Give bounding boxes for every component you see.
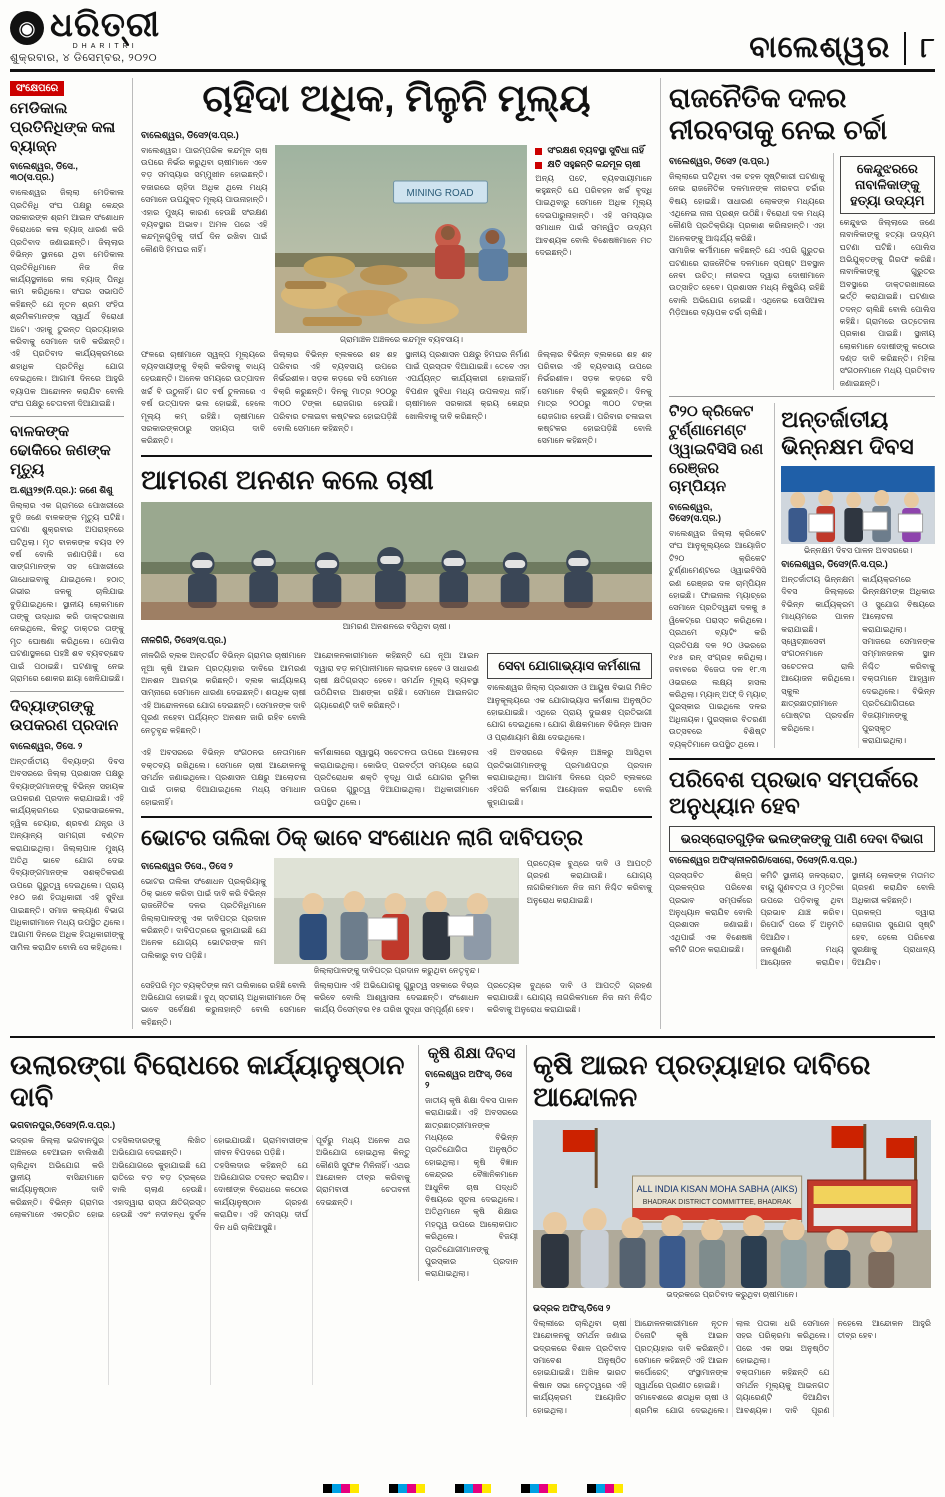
anasana-col-c: ଏହି ଅବସରରେ ବିଭିନ୍ନ ସଂଗଠନର ନେତାମାନେ ବକ୍ତବ୍ୟ ରଖିଥିଲେ। ସେମାନେ ଚାଷୀ ଆନ୍ଦୋଳନକୁ ସମର୍ଥନ ଜଣାଇଥିଲେ। ପ୍ରଶାସନ ପକ୍ଷରୁ ଆଲୋଚନା ପାଇଁ ଡାକରା ଦିଆଯାଇଥିଲେ ମଧ୍ୟ ସମାଧାନ ହୋଇନାହିଁ। <box>141 748 306 807</box>
seva-col-b: କର୍ମଶାଳାରେ ସ୍ୱାସ୍ଥ୍ୟ ସଚେତନତା ଉପରେ ଆଲୋଚନା କରାଯାଇଥିଲା। କୋଭିଡ୍ ପରବର୍ତ୍ତୀ ସମୟରେ ରୋଗ ପ୍ରତିରୋଧକ ଶକ୍ତି ବୃଦ୍ଧି ପାଇଁ ଯୋଗର ଭୂମିକା ଉପରେ ଗୁରୁତ୍ୱ ଦିଆଯାଇଥିଲା। ଅଧିକାରୀମାନେ ଉପସ୍ଥିତ ଥିଲେ। <box>314 748 479 807</box>
divider <box>669 396 935 397</box>
divider <box>10 691 124 692</box>
paribesh-headline: ପରିବେଶ ପ୍ରଭାବ ସମ୍ପର୍କରେ ଅନୁଧ୍ୟାନ ହେବ <box>669 767 919 819</box>
ullaranga-col-c: ତହସିଲଦାର କହିଛନ୍ତି ଯେ ଅଭିଯୋଗର ତଦନ୍ତ କରାଯିବ। ଦୋଷୀଙ୍କ ବିରୋଧରେ କଠୋର କାର୍ଯ୍ୟାନୁଷ୍ଠାନ ଗ୍ରହଣ କରାଯିବ। ଏହି ସମସ୍ୟା ଦୀର୍ଘ ଦିନ ଧରି ଚାଲିଆସୁଛି। <box>214 1160 308 1232</box>
anasana-story <box>141 464 652 809</box>
section-kicker: ସଂକ୍ଷେପରେ <box>10 81 64 96</box>
bhotar-col-b: ସେହିପରି ମୃତ ବ୍ୟକ୍ତିଙ୍କ ନାମ ତାଲିକାରେ ରହିଛି ବୋଲି ଅଭିଯୋଗ ହୋଇଛି। ବୁଥ୍ ସ୍ତରୀୟ ଅଧିକାରୀମାନେ ଠିକ୍ ଭାବେ ସର୍ବେକ୍ଷଣ କରୁନାହାନ୍ତି ବୋଲି ସେମାନେ କହିଛନ୍ତି। <box>141 980 306 1027</box>
t20-head: ଟି୨୦ କ୍ରିକେଟ ଟୁର୍ଣ୍ଣାମେଣ୍ଟ ଓ୍ୱାଇବିସିସି ରଣ ରେଞ୍ଜର ଚାମ୍ପିୟନ <box>669 403 764 496</box>
bhotar-caption: ଜିଲ୍ଲାପାଳଙ୍କୁ ଦାବିପତ୍ର ପ୍ରଦାନ କରୁଥିବା ନେତୃବୃନ୍ଦ। <box>313 965 480 975</box>
story-headline: ଦିବ୍ୟାଙ୍ଗଙ୍କୁ ଉପକରଣ ପ୍ରଦାନ <box>10 698 119 735</box>
brief-story-2 <box>10 423 124 685</box>
center-column <box>132 78 652 1029</box>
divider <box>141 455 652 457</box>
paribesh-byline: ବାଲେଶ୍ୱର ଅଫିସ୍/ନୀଳଗିରି/ସୋରୋ, ଡିସେ୨(ନି.ସ.ପ୍ର.) <box>669 854 858 865</box>
lead-bullets <box>535 145 652 170</box>
divyang-col-a: ଅନ୍ତର୍ଜାତୀୟ ଭିନ୍ନକ୍ଷମ ଦିବସ ଜିଲ୍ଲାରେ ବିଭିନ୍ନ କାର୍ଯ୍ୟକ୍ରମ ମାଧ୍ୟମରେ ପାଳନ କରାଯାଇଛି। ସ୍ୱେଚ୍ଛାସେବୀ ସଂଗଠନମାନେ ସଚେତନତା ରାଲି ଆୟୋଜନ କରିଥିଲେ। ସ୍କୁଲ ଛାତ୍ରଛାତ୍ରୀମାନେ ପୋଷ୍ଟର ପ୍ରଦର୍ଶନ କରିଥିଲେ। <box>781 575 855 733</box>
divider <box>669 758 935 760</box>
globe-icon: ◉ <box>10 11 44 45</box>
krushi-sikhya-byline: ବାଲେଶ୍ୱର ଅଫିସ୍, ଡିସେ ୨ <box>425 1068 512 1090</box>
bhotar-col-c: ଜିଲ୍ଲାପାଳ ଏହି ଅଭିଯୋଗକୁ ଗୁରୁତ୍ୱ ସହକାରେ ବିଚାର କରିବେ ବୋଲି ଆଶ୍ୱାସନା ଦେଇଛନ୍ତି। ସଂଶୋଧନ କାର୍ଯ୍ୟ ଡିସେମ୍ବର ୧୫ ତାରିଖ ସୁଦ୍ଧା ସମ୍ପୂର୍ଣ୍ଣ ହେବ। <box>314 980 479 1015</box>
seva-col-a: ବାଲେଶ୍ୱର ଜିଲ୍ଲା ପ୍ରଶାସନ ଓ ଆୟୁଷ ବିଭାଗ ମିଳିତ ଆନୁକୂଲ୍ୟରେ ଏକ ଯୋଗାଭ୍ୟାସ କର୍ମଶାଳା ଅନୁଷ୍ଠିତ ହୋଇଯାଇଛି। ଏଥିରେ ପ୍ରାୟ ଦୁଇଶହ ପ୍ରତିଭାଗୀ ଯୋଗ ଦେଇଥିଲେ। ଯୋଗ ଶିକ୍ଷକମାନେ ବିଭିନ୍ନ ଆସନ ଓ ପ୍ରାଣାୟାମ ଶିକ୍ଷା ଦେଇଥିଲେ। <box>487 683 652 742</box>
color-swatch-group <box>323 1484 359 1493</box>
right-lead-byline: ବାଲେଶ୍ୱର, ଡିସେ୨ (ସ.ପ୍ର.) <box>669 155 770 166</box>
krushi-aain-col-a: ଦିଲ୍ଲୀରେ ଚାଲିଥିବା ଚାଷୀ ଆନ୍ଦୋଳନକୁ ସମର୍ଥନ ଜଣାଇ ଭଦ୍ରକରେ ବିଶାଳ ପ୍ରତିବାଦ ସମାବେଶ ଅନୁଷ୍ଠିତ ହୋଇଯାଇଛି। ଅଖିଳ ଭାରତ କିଷାନ ସଭା ନେତୃତ୍ୱରେ ଏହି କାର୍ଯ୍ୟକ୍ରମ ଆୟୋଜିତ ହୋଇଥିଲା। <box>533 1318 627 1415</box>
divider <box>10 1036 935 1038</box>
bhotar-story <box>141 825 652 1029</box>
svg-text:ALL INDIA KISAN MOHA SABHA (AI: ALL INDIA KISAN MOHA SABHA (AIKS) <box>636 1183 798 1194</box>
lead-col-a: ବାଲେଶ୍ୱର। ପାରମ୍ପରିକ କନ୍ଦମୂଳ ଚାଷ ଉପରେ ନିର୍ଭର କରୁଥିବା ଚାଷୀମାନେ ଏବେ ବଡ଼ ସମସ୍ୟାର ସମ୍ମୁଖୀନ ହୋଇଛନ୍ତି। ବଜାରରେ ଚାହିଦା ଅଧିକ ଥିଲେ ମଧ୍ୟ ସେମାନେ ଉପଯୁକ୍ତ ମୂଲ୍ୟ ପାଉନାହାନ୍ତି। ଏହାର ମୁଖ୍ୟ କାରଣ ହେଉଛି ସଂରକ୍ଷଣ ବ୍ୟବସ୍ଥାର ଅଭାବ। ଅମଳ ପରେ ଏହି କନ୍ଦମୂଳଗୁଡ଼ିକୁ ଦୀର୍ଘ ଦିନ ରଖିବା ପାଇଁ କୌଣସି ହିମଘର ନାହିଁ। <box>141 145 268 254</box>
krushi-aain-photo <box>533 1120 931 1288</box>
bhotar-col-d: ପ୍ରତ୍ୟେକ ବୁଥ୍‌ରେ ଦାବି ଓ ଆପତ୍ତି ଗ୍ରହଣ କରାଯାଉଛି। ଯୋଗ୍ୟ ନାଗରିକମାନେ ନିଜ ନାମ ନିଶ୍ଚିତ କରିବାକୁ ଅନୁରୋଧ କରାଯାଇଛି। <box>526 858 652 905</box>
masthead-logo <box>10 6 160 65</box>
right-lead-col-b: ସାମାଜିକ କର୍ମୀମାନେ କହିଛନ୍ତି ଯେ ଏପରି ଗୁରୁତର ଘଟଣାରେ ରାଜନୈତିକ ଦଳମାନେ ସ୍ପଷ୍ଟ ଅବସ୍ଥାନ ନେବା ଉଚିତ୍। ନୀରବତା ଦ୍ୱାରା ଦୋଷୀମାନେ ଉତ୍ସାହିତ ହେବେ। ପ୍ରଶାସନ ମଧ୍ୟ ନିଷ୍କ୍ରିୟ ରହିଛି ବୋଲି ଅଭିଯୋଗ ହୋଇଛି। ଏଥିନେଇ ସୋସିଆଲ ମିଡ଼ିଆରେ ବ୍ୟାପକ ଚର୍ଚ୍ଚା ଚାଲିଛି। <box>669 246 825 318</box>
brief-story-1 <box>10 100 124 410</box>
bottom-band <box>10 1045 935 1417</box>
anasana-col-a: ନୀଳଗିରି ବ୍ଲକ ଅନ୍ତର୍ଗତ ବିଭିନ୍ନ ଗ୍ରାମର ଚାଷୀମାନେ ନୂଆ କୃଷି ଆଇନ ପ୍ରତ୍ୟାହାର ଦାବିରେ ଆମରଣ ଅନଶନ ଆରମ୍ଭ କରିଛନ୍ତି। ବ୍ଲକ କାର୍ଯ୍ୟାଳୟ ସାମ୍ନାରେ ସେମାନେ ଧାରଣା ଦେଇଛନ୍ତି। ଶତାଧିକ ଚାଷୀ ଏହି ଆନ୍ଦୋଳନରେ ଯୋଗ ଦେଇଛନ୍ତି। ସେମାନଙ୍କ ଦାବି ପୂରଣ ନହେବା ପର୍ଯ୍ୟନ୍ତ ଅନଶନ ଜାରି ରହିବ ବୋଲି ନେତୃବୃନ୍ଦ କହିଛନ୍ତି। <box>141 651 306 735</box>
ullaranga-headline: ଉଲାରଙ୍ଗା ବିରୋଧରେ କାର୍ଯ୍ୟାନୁଷ୍ଠାନ ଦାବି <box>10 1050 405 1113</box>
lead-col-e: ଅନ୍ୟ ପଟେ, ବ୍ୟବସାୟୀମାନେ କହୁଛନ୍ତି ଯେ ପରିବହନ ଖର୍ଚ୍ଚ ବୃଦ୍ଧି ପାଇଥିବାରୁ ସେମାନେ ଅଧିକ ମୂଲ୍ୟ ଦେଇପାରୁନାହାନ୍ତି। ଏହି ସମସ୍ୟାର ସମାଧାନ ପାଇଁ ସମନ୍ୱିତ ଉଦ୍ୟମ ଆବଶ୍ୟକ ବୋଲି ବିଶେଷଜ୍ଞମାନେ ମତ ଦେଇଛନ୍ତି। <box>535 173 653 258</box>
story-body: ବାଲେଶ୍ୱର ଜିଲ୍ଲା ମେଡିକାଲ ପ୍ରତିନିଧି ସଂଘ ପକ୍ଷରୁ କେନ୍ଦ୍ର ସରକାରଙ୍କ ଶ୍ରମ ଆଇନ ସଂଶୋଧନ ବିରୋଧରେ କଳା ବ୍ୟାଜ୍ ଧାରଣ କରି ପ୍ରତିବାଦ ଜଣାଇଛନ୍ତି। ଜିଲ୍ଲାର ବିଭିନ୍ନ ସ୍ଥାନରେ ଥିବା ମେଡିକାଲ ପ୍ରତିନିଧିମାନେ ନିଜ ନିଜ କାର୍ଯ୍ୟସ୍ଥଳୀରେ କଳା ବ୍ୟାଜ୍ ପିନ୍ଧି କାମ କରିଥିଲେ। ସଂଘର ସଭାପତି କହିଛନ୍ତି ଯେ ନୂତନ ଶ୍ରମ ସଂହିତା ଶ୍ରମିକମାନଙ୍କ ସ୍ୱାର୍ଥ ବିରୋଧୀ ଅଟେ। ଏହାକୁ ତୁରନ୍ତ ପ୍ରତ୍ୟାହାର କରିବାକୁ ସେମାନେ ଦାବି କରିଛନ୍ତି। ଏହି ପ୍ରତିବାଦ କାର୍ଯ୍ୟକ୍ରମରେ ଶହାଧିକ ପ୍ରତିନିଧି ଯୋଗ ଦେଇଥିଲେ। ଆଗାମୀ ଦିନରେ ଆହୁରି ବ୍ୟାପକ ଆନ୍ଦୋଳନ କରାଯିବ ବୋଲି ସଂଘ ପକ୍ଷରୁ ଚେତାବନୀ ଦିଆଯାଇଛି। <box>10 188 124 408</box>
paribesh-col-c: ଜନଶୁଣାଣି ମଧ୍ୟ ଆୟୋଜନ କରାଯିବ। ସ୍ଥାନୀୟ ଲୋକଙ୍କ ମତାମତ ଗ୍ରହଣ କରାଯିବ ବୋଲି ଅଧିକାରୀ କହିଛନ୍ତି। <box>760 870 935 967</box>
svg-text:MINING ROAD: MINING ROAD <box>406 187 474 199</box>
lead-photo-caption: ଗ୍ରାମାଞ୍ଚଳ ଅଞ୍ଚଳରେ କନ୍ଦମୂଳ ବ୍ୟବସାୟ। <box>339 334 463 344</box>
color-registration-bar <box>0 1484 945 1493</box>
seva-head: ସେବା ଯୋଗାଭ୍ୟାସ କର୍ମଶାଳା <box>487 653 652 679</box>
lead-col-b: ଫଳରେ ଚାଷୀମାନେ ସ୍ୱଳ୍ପ ମୂଲ୍ୟରେ ବ୍ୟବସାୟୀଙ୍କୁ ବିକ୍ରି କରିବାକୁ ବାଧ୍ୟ ହେଉଛନ୍ତି। ଅନେକ ସମୟରେ ଉତ୍ପାଦନ ଖର୍ଚ୍ଚ ବି ଉଠୁନାହିଁ। ଗତ ବର୍ଷ ତୁଳନାରେ ଏ ବର୍ଷ ଉତ୍ପାଦନ ଭଲ ହୋଇଛି, ହେଲେ ମୂଲ୍ୟ କମ୍ ରହିଛି। ଚାଷୀମାନେ ସରକାରଙ୍କଠାରୁ ସହାୟତା ଦାବି କରିଛନ୍ତି। <box>141 349 266 446</box>
ullaranga-col-a: ଭଦ୍ରକ ଜିଲ୍ଲା ଭଗବାନପୁର ଅଞ୍ଚଳରେ ବେଆଇନ ବାଲିଖଣି ଚାଲିଥିବା ଅଭିଯୋଗ କରି ସ୍ଥାନୀୟ ବାସିନ୍ଦାମାନେ କାର୍ଯ୍ୟାନୁଷ୍ଠାନ ଦାବି କରିଛନ୍ତି। ବିଭିନ୍ନ ଗ୍ରାମର ଲୋକମାନେ ଏକତ୍ରିତ ହୋଇ ତହସିଲଦାରଙ୍କୁ ଲିଖିତ ଅଭିଯୋଗ ଦେଇଛନ୍ତି। <box>10 1135 206 1220</box>
paribesh-col-a: ପ୍ରସ୍ତାବିତ ଶିଳ୍ପ ପ୍ରକଳ୍ପର ପରିବେଶ ପ୍ରଭାବ ସମ୍ପର୍କରେ ଅନୁଧ୍ୟାନ କରାଯିବ ବୋଲି ପ୍ରଶାସନ ଜଣାଇଛି। ଏଥିପାଇଁ ଏକ ବିଶେଷଜ୍ଞ କମିଟି ଗଠନ କରାଯାଇଛି। <box>669 870 753 955</box>
anasana-col-b: ଆନ୍ଦୋଳନକାରୀମାନେ କହିଛନ୍ତି ଯେ ନୂଆ ଆଇନ ଦ୍ୱାରା ବଡ଼ କମ୍ପାନୀମାନେ ଲାଭବାନ ହେବେ ଓ ସାଧାରଣ ଚାଷୀ କ୍ଷତିଗ୍ରସ୍ତ ହେବେ। ସମର୍ଥନ ମୂଲ୍ୟ ବ୍ୟବସ୍ଥା ଉଠିଯିବାର ଆଶଙ୍କା ରହିଛି। ସେମାନେ ଆଇନଗତ ଗ୍ୟାରେଣ୍ଟି ଦାବି କରିଛନ୍ତି। <box>314 651 479 710</box>
story-headline: ବାଳକଙ୍କ ଢୋକିରେ ଜଣଙ୍କ ମୃତ୍ୟୁ <box>10 423 111 478</box>
right-column <box>660 78 935 1029</box>
paribesh-story <box>669 767 935 969</box>
divyang-byline: ବାଲେଶ୍ୱର, ଡିସେ୨(ନି.ସ.ପ୍ର.) <box>781 559 888 570</box>
ullaranga-story <box>10 1045 410 1385</box>
t20-body: ବାଲେଶ୍ୱର ଜିଲ୍ଲା କ୍ରିକେଟ ସଂଘ ଆନୁକୂଲ୍ୟରେ ଆୟୋଜିତ ଟି୨୦ କ୍ରିକେଟ ଟୁର୍ଣ୍ଣାମେଣ୍ଟରେ ଓ୍ୱାଇବିସିସି ରଣ ରେଞ୍ଜର ଦଳ ଚାମ୍ପିୟନ ହୋଇଛି। ଫାଇନାଲ ମ୍ୟାଚ୍‌ରେ ସେମାନେ ପ୍ରତିଦ୍ୱନ୍ଦୀ ଦଳକୁ ୫ ୱିକେଟ୍‌ରେ ପରାସ୍ତ କରିଥିଲେ। ପ୍ରଥମେ ବ୍ୟାଟିଂ କରି ପ୍ରତିପକ୍ଷ ଦଳ ୨୦ ଓଭରରେ ୧୪୫ ରନ୍ ସଂଗ୍ରହ କରିଥିଲା। ଜବାବରେ ବିଜେତା ଦଳ ୧୮.୩ ଓଭରରେ ଲକ୍ଷ୍ୟ ହାସଲ କରିଥିଲା। ମ୍ୟାନ୍ ଅଫ୍ ଦି ମ୍ୟାଚ୍ ପୁରସ୍କାର ପାଇଥିଲେ ଦଳର ଅଧିନାୟକ। ପୁରସ୍କାର ବିତରଣୀ ଉତ୍ସବରେ ବିଶିଷ୍ଟ ବ୍ୟକ୍ତିମାନେ ଉପସ୍ଥିତ ଥିଲେ। <box>669 529 767 749</box>
divyang-caption: ଭିନ୍ନକ୍ଷମ ଦିବସ ପାଳନ ଅବସରରେ। <box>803 546 913 556</box>
story-body: ଜିଲ୍ଲାର ଏକ ଗ୍ରାମରେ ପୋଖରୀରେ ବୁଡ଼ି ଜଣେ ବାଳକଙ୍କ ମୃତ୍ୟୁ ଘଟିଛି। ଘଟଣା ଶୁକ୍ରବାର ଅପରାହ୍ନରେ ଘଟିଥିଲା। ମୃତ ବାଳକଙ୍କ ବୟସ ୧୨ ବର୍ଷ ବୋଲି ଜଣାପଡ଼ିଛି। ସେ ସାଙ୍ଗମାନଙ୍କ ସହ ପୋଖରୀରେ ଗାଧୋଇବାକୁ ଯାଇଥିଲେ। ହଠାତ୍ ଗଭୀର ଜଳକୁ ଚାଲିଯାଇ ବୁଡ଼ିଯାଇଥିଲେ। ସ୍ଥାନୀୟ ଲୋକମାନେ ତାଙ୍କୁ ଉଦ୍ଧାର କରି ଡାକ୍ତରଖାନା ନେଇଥିଲେ, କିନ୍ତୁ ଡାକ୍ତର ତାଙ୍କୁ ମୃତ ଘୋଷଣା କରିଥିଲେ। ପୋଲିସ ଘଟଣାସ୍ଥଳରେ ପହଞ୍ଚି ଶବ ବ୍ୟବଚ୍ଛେଦ ପାଇଁ ପଠାଇଛି। ଘଟଣାକୁ ନେଇ ଗ୍ରାମରେ ଶୋକର ଛାୟା ଖେଳିଯାଇଛି। <box>10 500 124 683</box>
krushi-aain-story <box>526 1045 931 1417</box>
edition-name: ବାଲେଶ୍ୱର <box>749 31 891 64</box>
story-byline: ଅ.ଶ୍ୱ୨୭(ନି.ପ୍ର.): ଜଣେ ଶିଶୁ <box>10 484 113 495</box>
edition-block <box>749 31 935 65</box>
anasana-photo <box>141 502 652 620</box>
paribesh-col-b: କମିଟି ସ୍ଥାନୀୟ ଜଳସ୍ରୋତ, ବାୟୁ ଗୁଣବତ୍ତା ଓ ମୃତ୍ତିକା ଉପରେ ପଡ଼ିବାକୁ ଥିବା ପ୍ରଭାବ ଯାଞ୍ଚ କରିବ। ରିପୋର୍ଟ ପରେ ହିଁ ଅନୁମତି ଦିଆଯିବ। <box>760 870 844 942</box>
page-grid <box>10 78 935 1029</box>
anasana-caption: ଆମରଣ ଅନଶନରେ ବସିଥିବା ଚାଷୀ। <box>342 622 451 632</box>
divyang-head: ଅନ୍ତର୍ଜାତୀୟ ଭିନ୍ନକ୍ଷମ ଦିବସ <box>781 407 914 459</box>
krushi-aain-col-c: ସମାବେଶରେ ଶତାଧିକ ଚାଷୀ ଓ ଶ୍ରମିକ ଯୋଗ ଦେଇଥିଲେ। ଲାଲ ପତାକା ଧରି ସେମାନେ ସହର ପରିକ୍ରମା କରିଥିଲେ। ପରେ ଏକ ସଭା ଅନୁଷ୍ଠିତ ହୋଇଥିଲା। <box>634 1318 830 1415</box>
svg-text:BHADRAK DISTRICT COMMITTEE, BH: BHADRAK DISTRICT COMMITTEE, BHADRAK <box>642 1198 792 1206</box>
divyang-col-b: କାର୍ଯ୍ୟକ୍ରମରେ ଭିନ୍ନକ୍ଷମଙ୍କ ଅଧିକାର ଓ ସୁଯୋଗ ବିଷୟରେ ଆଲୋଚନା କରାଯାଇଥିଲା। ସମାଜରେ ସେମାନଙ୍କ ସମ୍ମାନଜନକ ସ୍ଥାନ ନିଶ୍ଚିତ କରିବାକୁ ବକ୍ତାମାନେ ଆହ୍ୱାନ ଦେଇଥିଲେ। ବିଭିନ୍ନ ପ୍ରତିଯୋଗିତାରେ ବିଜୟୀମାନଙ୍କୁ ପୁରସ୍କୃତ କରାଯାଇଥିଲା। <box>862 575 935 746</box>
color-swatch-group <box>455 1484 491 1493</box>
story-body: ଅନ୍ତର୍ଜାତୀୟ ଦିବ୍ୟାଙ୍ଗ ଦିବସ ଅବସରରେ ଜିଲ୍ଲା ପ୍ରଶାସନ ପକ୍ଷରୁ ଦିବ୍ୟାଙ୍ଗମାନଙ୍କୁ ବିଭିନ୍ନ ସହାୟକ ଉପକରଣ ପ୍ରଦାନ କରାଯାଇଛି। ଏହି କାର୍ଯ୍ୟକ୍ରମରେ ଟ୍ରାଇସାଇକେଲ, ହ୍ୱିଲ ଚେୟାର, ଶ୍ରବଣ ଯନ୍ତ୍ର ଓ ଅନ୍ୟାନ୍ୟ ସାମଗ୍ରୀ ବଣ୍ଟନ କରାଯାଇଥିଲା। ଜିଲ୍ଲାପାଳ ମୁଖ୍ୟ ଅତିଥି ଭାବେ ଯୋଗ ଦେଇ ଦିବ୍ୟାଙ୍ଗମାନଙ୍କ ସଶକ୍ତିକରଣ ଉପରେ ଗୁରୁତ୍ୱ ଦେଇଥିଲେ। ପ୍ରାୟ ୧୫୦ ଜଣ ହିତାଧିକାରୀ ଏହି ସୁବିଧା ପାଇଛନ୍ତି। ସମାଜ କଲ୍ୟାଣ ବିଭାଗ ଅଧିକାରୀମାନେ ମଧ୍ୟ ଉପସ୍ଥିତ ଥିଲେ। ଆଗାମୀ ଦିନରେ ଅଧିକ ହିତାଧିକାରୀଙ୍କୁ ସାମିଲ କରାଯିବ ବୋଲି ସେ କହିଥିଲେ। <box>10 756 124 952</box>
krushi-aain-col-b: ଆନ୍ଦୋଳନକାରୀମାନେ ନୂତନ ତିନୋଟି କୃଷି ଆଇନ ପ୍ରତ୍ୟାହାର ଦାବି କରିଛନ୍ତି। ସେମାନେ କହିଛନ୍ତି ଏହି ଆଇନ କର୍ପୋରେଟ୍ ସଂସ୍ଥାମାନଙ୍କ ସ୍ୱାର୍ଥରେ ପ୍ରଣୀତ ହୋଇଛି। <box>634 1318 728 1390</box>
bhotar-col-a: ଭୋଟର ତାଲିକା ସଂଶୋଧନ ପ୍ରକ୍ରିୟାକୁ ଠିକ୍ ଭାବେ କରିବା ପାଇଁ ଦାବି କରି ବିଭିନ୍ନ ରାଜନୈତିକ ଦଳର ପ୍ରତିନିଧିମାନେ ଜିଲ୍ଲାପାଳଙ୍କୁ ଏକ ଦାବିପତ୍ର ପ୍ରଦାନ କରିଛନ୍ତି। ଦାବିପତ୍ରରେ କୁହାଯାଇଛି ଯେ ଅନେକ ଯୋଗ୍ୟ ଭୋଟରଙ୍କ ନାମ ତାଲିକାରୁ ବାଦ ପଡ଼ିଛି। <box>141 876 267 960</box>
ullaranga-col-d: ପୂର୍ବରୁ ମଧ୍ୟ ଅନେକ ଥର ଅଭିଯୋଗ ହୋଇଥିଲା କିନ୍ତୁ କୌଣସି ସୁଫଳ ମିଳିନାହିଁ। ଏଥର ଆନ୍ଦୋଳନ ତୀବ୍ର କରିବାକୁ ଗ୍ରାମବାସୀ ଚେତାବନୀ ଦେଇଛନ୍ତି। <box>316 1135 410 1207</box>
krushi-sikhya-head: କୃଷି ଶିକ୍ଷା ଦିବସ <box>427 1045 516 1063</box>
kendujhar-head: କେନ୍ଦୁଝରରେ ନାବାଳିକାଙ୍କୁ ହତ୍ୟା ଉଦ୍ୟମ <box>840 156 935 214</box>
publication-title: ଧରିତ୍ରୀ <box>50 6 161 44</box>
page-number: ୮ <box>904 32 935 65</box>
krushi-aain-byline: ଭଦ୍ରକ ଅଫିସ୍,ଡିସେ ୨ <box>533 1302 611 1313</box>
publication-subtitle: DHARITRI <box>72 43 138 50</box>
lead-headline: ଚାହିଦା ଅଧିକ, ମିଳୁନି ମୂଲ୍ୟ <box>202 78 591 120</box>
seva-col-c: ଏହି ଅବସରରେ ବିଭିନ୍ନ ଅଞ୍ଚଳରୁ ଆସିଥିବା ପ୍ରତିଭାଗୀମାନଙ୍କୁ ପ୍ରମାଣପତ୍ର ପ୍ରଦାନ କରାଯାଇଥିଲା। ଆଗାମୀ ଦିନରେ ପ୍ରତି ବ୍ଲକରେ ଏହିପରି କର୍ମଶାଳା ଆୟୋଜନ କରାଯିବ ବୋଲି କୁହାଯାଇଛି। <box>487 748 652 807</box>
divyang-photo <box>781 466 935 544</box>
lead-story <box>141 78 652 448</box>
right-lead-headline: ରାଜନୈତିକ ଦଳର ନୀରବତାକୁ ନେଇ ଚର୍ଚ୍ଚା <box>669 83 888 146</box>
divider <box>10 416 124 417</box>
bhotar-col-d2: ପ୍ରତ୍ୟେକ ବୁଥ୍‌ରେ ଦାବି ଓ ଆପତ୍ତି ଗ୍ରହଣ କରାଯାଉଛି। ଯୋଗ୍ୟ ନାଗରିକମାନେ ନିଜ ନାମ ନିଶ୍ଚିତ କରିବାକୁ ଅନୁରୋଧ କରାଯାଇଛି। <box>487 980 652 1015</box>
krushi-aain-caption: ଭଦ୍ରକରେ ପ୍ରତିବାଦ କରୁଥିବା ଚାଷୀମାନେ। <box>666 1289 798 1299</box>
bhotar-byline: ବାଲେଶ୍ୱର ଡିସେ., ଡିସେ ୨ <box>141 860 233 871</box>
lead-photo <box>275 145 527 333</box>
color-swatch-group <box>587 1484 623 1493</box>
color-swatch-group <box>521 1484 557 1493</box>
krushi-aain-headline: କୃଷି ଆଇନ ପ୍ରତ୍ୟାହାର ଦାବିରେ ଆନ୍ଦୋଳନ <box>533 1050 871 1113</box>
lead-bullet-1: ସଂରକ୍ଷଣ ବ୍ୟବସ୍ଥା ସୁବିଧା ନାହିଁ <box>535 145 652 156</box>
right-lead-col-a: ଜିଲ୍ଲାରେ ଘଟିଥିବା ଏକ ଚହଳ ସୃଷ୍ଟିକାରୀ ଘଟଣାକୁ ନେଇ ରାଜନୈତିକ ଦଳମାନଙ୍କ ନୀରବତା ଚର୍ଚ୍ଚାର ବିଷୟ ହୋଇଛି। ସାଧାରଣ ଲୋକଙ୍କ ମଧ୍ୟରେ ଏଥିନେଇ ନାନା ପ୍ରଶ୍ନ ଉଠିଛି। ବିରୋଧୀ ଦଳ ମଧ୍ୟ କୌଣସି ପ୍ରତିକ୍ରିୟା ପ୍ରକାଶ କରିନାହାନ୍ତି। ଏହା ଅନେକଙ୍କୁ ଆଶ୍ଚର୍ଯ୍ୟ କରିଛି। <box>669 171 825 243</box>
divider <box>141 816 652 818</box>
dateline: ଶୁକ୍ରବାର, ୪ ଡିସେମ୍ବର, ୨୦୨୦ <box>10 52 158 64</box>
t20-byline: ବାଲେଶ୍ୱର, ଡିସେ୨(ସ.ପ୍ର.) <box>669 502 721 523</box>
lead-col-e2: ଜିଲ୍ଲାର ବିଭିନ୍ନ ବ୍ଲକରେ ଶହ ଶହ ପରିବାର ଏହି ବ୍ୟବସାୟ ଉପରେ ନିର୍ଭରଶୀଳ। ସଡ଼କ କଡ଼ରେ ବସି ସେମାନେ ବିକ୍ରି କରୁଛନ୍ତି। ଦିନକୁ ମାତ୍ର ୨୦୦ରୁ ୩୦୦ ଟଙ୍କା ରୋଜଗାର ହେଉଛି। ପରିବାର ଚଳାଇବା କଷ୍ଟକର ହୋଇପଡ଼ିଛି ବୋଲି ସେମାନେ କହିଛନ୍ତି। <box>537 349 652 446</box>
brief-story-3 <box>10 698 124 954</box>
story-byline: ବାଲେଶ୍ୱର, ଡିସେ. ୨ <box>10 740 83 751</box>
paribesh-subhead: ଭରସ୍ରୋତଗୁଡ଼ିକ ଭଲଙ୍କଙ୍କୁ ପାଣି ଦେବା ବିଭାଗ <box>669 826 935 852</box>
lead-col-c: ଜିଲ୍ଲାର ବିଭିନ୍ନ ବ୍ଲକରେ ଶହ ଶହ ପରିବାର ଏହି ବ୍ୟବସାୟ ଉପରେ ନିର୍ଭରଶୀଳ। ସଡ଼କ କଡ଼ରେ ବସି ସେମାନେ ବିକ୍ରି କରୁଛନ୍ତି। ଦିନକୁ ମାତ୍ର ୨୦୦ରୁ ୩୦୦ ଟଙ୍କା ରୋଜଗାର ହେଉଛି। ପରିବାର ଚଳାଇବା କଷ୍ଟକର ହୋଇପଡ଼ିଛି ବୋଲି ସେମାନେ କହିଛନ୍ତି। <box>273 349 398 434</box>
anasana-byline: ନୀଳଗିରି, ଡିସେ୨(ସ.ପ୍ର.) <box>141 635 227 646</box>
lead-col-d: ସ୍ଥାନୀୟ ପ୍ରଶାସନ ପକ୍ଷରୁ ହିମଘର ନିର୍ମାଣ ପାଇଁ ପ୍ରସ୍ତାବ ଦିଆଯାଇଛି। ତେବେ ଏହା ଏପର୍ଯ୍ୟନ୍ତ କାର୍ଯ୍ୟକାରୀ ହୋଇନାହିଁ। ବିପଣନ ସୁବିଧା ମଧ୍ୟ ଉପଲବ୍ଧ ନାହିଁ। ଚାଷୀମାନେ ସରକାରୀ କ୍ରୟ କେନ୍ଦ୍ର ଖୋଲିବାକୁ ଦାବି କରିଛନ୍ତି। <box>405 349 530 421</box>
paribesh-col-d: ପ୍ରକଳ୍ପ ଦ୍ୱାରା ରୋଜଗାର ସୁଯୋଗ ସୃଷ୍ଟି ହେବ, ହେଲେ ପରିବେଶ ସୁରକ୍ଷାକୁ ପ୍ରାଧାନ୍ୟ ଦିଆଯିବ। <box>851 907 935 967</box>
color-swatch-group <box>389 1484 425 1493</box>
anasana-headline: ଆମରଣ ଅନଶନ କଲେ ଚାଷୀ <box>141 464 434 495</box>
story-byline: ବାଲେଶ୍ୱର, ଡିସେ., ୩୦(ସ.ପ୍ର.) <box>10 161 78 183</box>
lead-byline: ବାଲେଶ୍ୱର, ଡିସେ୨(ସ.ପ୍ର.) <box>141 129 239 140</box>
ullaranga-col-b: ଅଭିଯୋଗରେ କୁହାଯାଇଛି ଯେ ରାତିରେ ବଡ଼ ବଡ଼ ଟ୍ରକ୍‌ରେ ବାଲି ଚାଲାଣ ହେଉଛି। ଏହାଦ୍ୱାରା ରାସ୍ତା କ୍ଷତିଗ୍ରସ୍ତ ହେଉଛି ଏବଂ ନଦୀବନ୍ଧ ଦୁର୍ବଳ ହୋଇଯାଉଛି। ଗ୍ରାମବାସୀଙ୍କ ଜୀବନ ବିପଦରେ ପଡ଼ିଛି। <box>112 1135 308 1220</box>
krushi-aain-col-d: ବକ୍ତାମାନେ କହିଛନ୍ତି ଯେ ସମର୍ଥନ ମୂଲ୍ୟକୁ ଆଇନଗତ ଗ୍ୟାରେଣ୍ଟି ଦିଆଯିବା ଆବଶ୍ୟକ। ଦାବି ପୂରଣ ନହେଲେ ଆନ୍ଦୋଳନ ଆହୁରି ତୀବ୍ର ହେବ। <box>736 1318 931 1415</box>
masthead <box>10 6 935 72</box>
krushi-sikhya-story <box>418 1045 518 1281</box>
krushi-sikhya-body: ଜାତୀୟ କୃଷି ଶିକ୍ଷା ଦିବସ ପାଳନ କରାଯାଇଛି। ଏହି ଅବସରରେ ଛାତ୍ରଛାତ୍ରୀମାନଙ୍କ ମଧ୍ୟରେ ବିଭିନ୍ନ ପ୍ରତିଯୋଗିତା ଅନୁଷ୍ଠିତ ହୋଇଥିଲା। କୃଷି ବିଜ୍ଞାନ କେନ୍ଦ୍ରର ବୈଜ୍ଞାନିକମାନେ ଆଧୁନିକ ଚାଷ ପଦ୍ଧତି ବିଷୟରେ ସୂଚନା ଦେଇଥିଲେ। ଅତିଥିମାନେ କୃଷି ଶିକ୍ଷାର ମହତ୍ତ୍ୱ ଉପରେ ଆଲୋକପାତ କରିଥିଲେ। ବିଜୟୀ ପ୍ରତିଯୋଗୀମାନଙ୍କୁ ପୁରସ୍କାର ପ୍ରଦାନ କରାଯାଇଥିଲା। <box>425 1095 518 1279</box>
bhotar-headline: ଭୋଟର ତାଲିକା ଠିକ୍ ଭାବେ ସଂଶୋଧନ ଲାଗି ଦାବିପତ୍ର <box>141 825 584 851</box>
kendujhar-body: କେନ୍ଦୁଝର ଜିଲ୍ଲାରେ ଜଣେ ନାବାଳିକାଙ୍କୁ ହତ୍ୟା ଉଦ୍ୟମ ଘଟଣା ଘଟିଛି। ପୋଲିସ ଅଭିଯୁକ୍ତଙ୍କୁ ଗିରଫ କରିଛି। ନାବାଳିକାଙ୍କୁ ଗୁରୁତର ଅବସ୍ଥାରେ ଡାକ୍ତରଖାନାରେ ଭର୍ତ୍ତି କରାଯାଇଛି। ଘଟଣାର ତଦନ୍ତ ଚାଲିଛି ବୋଲି ପୋଲିସ କହିଛି। ଗ୍ରାମରେ ଉତ୍ତେଜନା ପ୍ରକାଶ ପାଇଛି। ସ୍ଥାନୀୟ ଲୋକମାନେ ଦୋଷୀଙ୍କୁ କଠୋର ଦଣ୍ଡ ଦାବି କରିଛନ୍ତି। ମହିଳା ସଂଗଠନମାନେ ମଧ୍ୟ ପ୍ରତିବାଦ ଜଣାଇଛନ୍ତି। <box>839 217 935 388</box>
bhotar-photo <box>274 858 519 964</box>
left-brief-column <box>10 78 124 1029</box>
ullaranga-byline: ଭଗବାନପୁର,ଡିସେ୨(ନି.ସ.ପ୍ର.) <box>10 1119 116 1130</box>
story-headline: ମେଡିକାଲ ପ୍ରତିନିଧିଙ୍କ କଳା ବ୍ୟାଜ୍‌ନ <box>10 100 116 155</box>
lead-bullet-2: କ୍ଷତି ସହୁଛନ୍ତି କନ୍ଦମୂଳ ଚାଷୀ <box>535 159 652 170</box>
